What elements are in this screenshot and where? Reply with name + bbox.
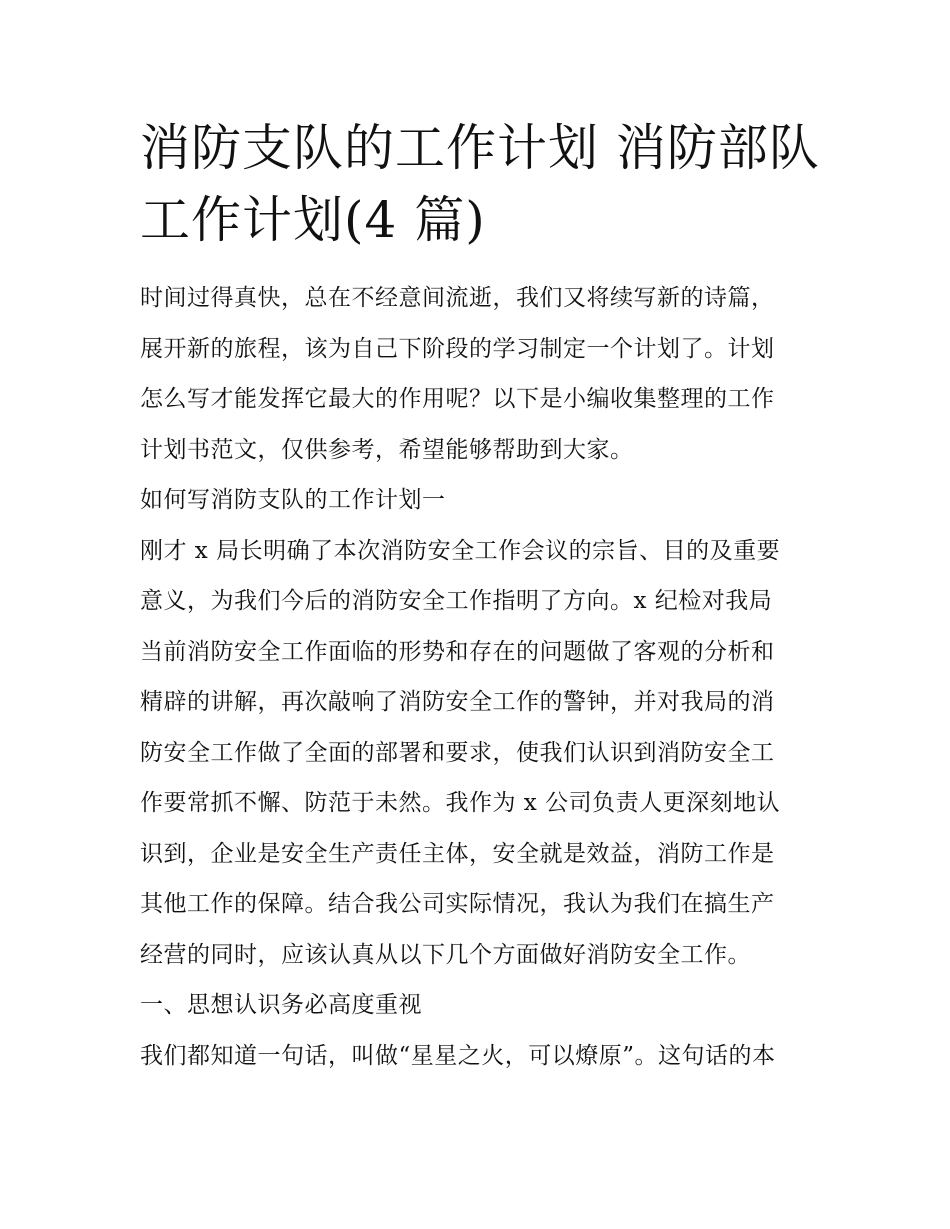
- body-line: 防安全工作做了全面的部署和要求，使我们认识到消防安全工: [140, 739, 775, 766]
- body-line: 刚才 x 局长明确了本次消防安全工作会议的宗旨、目的及重要: [140, 537, 781, 564]
- section-heading: 如何写消防支队的工作计划一: [140, 487, 446, 513]
- title-line: 消防支队的工作计划 消防部队: [140, 119, 820, 177]
- document-body: [140, 273, 830, 1081]
- title-line: 工作计划(4 篇): [140, 191, 486, 249]
- body-line: 经营的同时，应该认真从以下几个方面做好消防安全工作。: [140, 941, 751, 968]
- body-line: 当前消防安全工作面临的形势和存在的问题做了客观的分析和: [140, 638, 775, 665]
- body-line: 展开新的旅程，该为自己下阶段的学习制定一个计划了。计划: [140, 335, 775, 362]
- body-line: 其他工作的保障。结合我公司实际情况，我认为我们在搞生产: [140, 891, 775, 917]
- body-line: 计划书范文，仅供参考，希望能够帮助到大家。: [140, 436, 634, 463]
- body-line: 我们都知道一句话，叫做“星星之火，可以燎原”。这句话的本: [140, 1042, 776, 1069]
- section-heading: 一、思想认识务必高度重视: [140, 992, 422, 1018]
- document-title: [140, 112, 830, 256]
- body-line: 怎么写才能发挥它最大的作用呢？以下是小编收集整理的工作: [140, 386, 775, 412]
- body-line: 意义，为我们今后的消防安全工作指明了方向。x 纪检对我局: [140, 588, 773, 614]
- body-line: 作要常抓不懈、防范于未然。我作为 x 公司负责人更深刻地认: [140, 790, 781, 816]
- body-line: 时间过得真快，总在不经意间流逝，我们又将续写新的诗篇，: [140, 285, 775, 311]
- body-line: 识到，企业是安全生产责任主体，安全就是效益，消防工作是: [140, 840, 775, 867]
- body-line: 精辟的讲解，再次敲响了消防安全工作的警钟，并对我局的消: [140, 689, 775, 715]
